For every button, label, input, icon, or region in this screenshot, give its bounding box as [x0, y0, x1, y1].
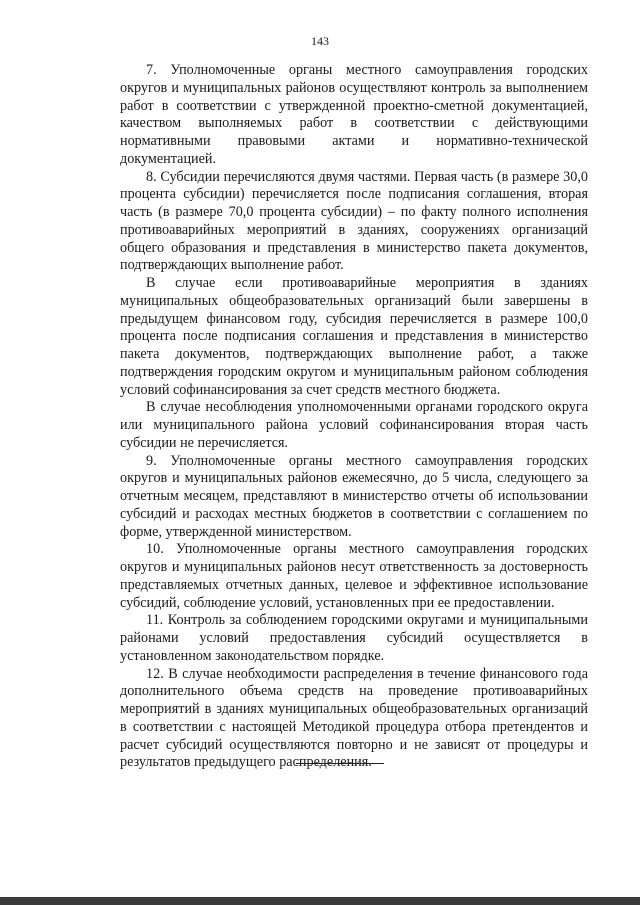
paragraph-8-prior-year: В случае если противоаварийные мероприятия в зданиях муниципальных общеобразовательных организаций были завершены в предыдущем финансовом году, субсидия перечисляется в размере 100,0 процента после подписания соглашения и представления в министерство пакета документов, подтверждающих выполнение работ, а также подтверждения городским округом и муниципальным районом соблюдения условий софинансирования за счет средств местного бюджета.: [120, 275, 588, 398]
scan-edge-bar: [0, 897, 640, 905]
paragraph-11: 11. Контроль за соблюдением городскими округами и муниципальными районами условий предоставления субсидий осуществляется в установленном законодательством порядке.: [120, 612, 588, 664]
page-number: 143: [311, 34, 329, 48]
paragraph-8-noncompliance: В случае несоблюдения уполномоченными органами городского округа или муниципального района условий софинансирования вторая часть субсидии не перечисляется.: [120, 399, 588, 451]
paragraph-8: 8. Субсидии перечисляются двумя частями. Первая часть (в размере 30,0 процента субсидии) перечисляется после подписания соглашения, вторая часть (в размере 70,0 процента субсидии) – по факту полного исполнения противоаварийных мероприятий в зданиях, сооружениях организаций общего образования и представления в министерство пакета документов, подтверждающих выполнение работ.: [120, 168, 588, 274]
document-body: [120, 62, 588, 772]
end-divider: [296, 763, 384, 764]
paragraph-7: 7. Уполномоченные органы местного самоуправления городских округов и муниципальных районов осуществляют контроль за выполнением работ в соответствии с утвержденной проектно-сметной документацией, качеством выполняемых работ в соответствии с действующими нормативными правовыми актами и нормативно-технической документацией.: [120, 62, 588, 167]
paragraph-9: 9. Уполномоченные органы местного самоуправления городских округов и муниципальных районов ежемесячно, до 5 числа, следующего за отчетным месяцем, представляют в министерство отчеты об использовании субсидий и расходах местных бюджетов в соответствии с соглашением по форме, утвержденной министерством.: [120, 452, 588, 540]
paragraph-12: 12. В случае необходимости распределения в течение финансового года дополнительного объема средств на проведение противоаварийных мероприятий в зданиях муниципальных общеобразовательных организаций в соответствии с настоящей Методикой процедура отбора претендентов и расчет субсидий осуществляются повторно и не зависят от процедуры и результатов предыдущего распределения.: [120, 665, 588, 771]
paragraph-10: 10. Уполномоченные органы местного самоуправления городских округов и муниципальных районов несут ответственность за достоверность представляемых отчетных данных, целевое и эффективное использование субсидий, соблюдение условий, установленных при ее предоставлении.: [120, 541, 588, 611]
